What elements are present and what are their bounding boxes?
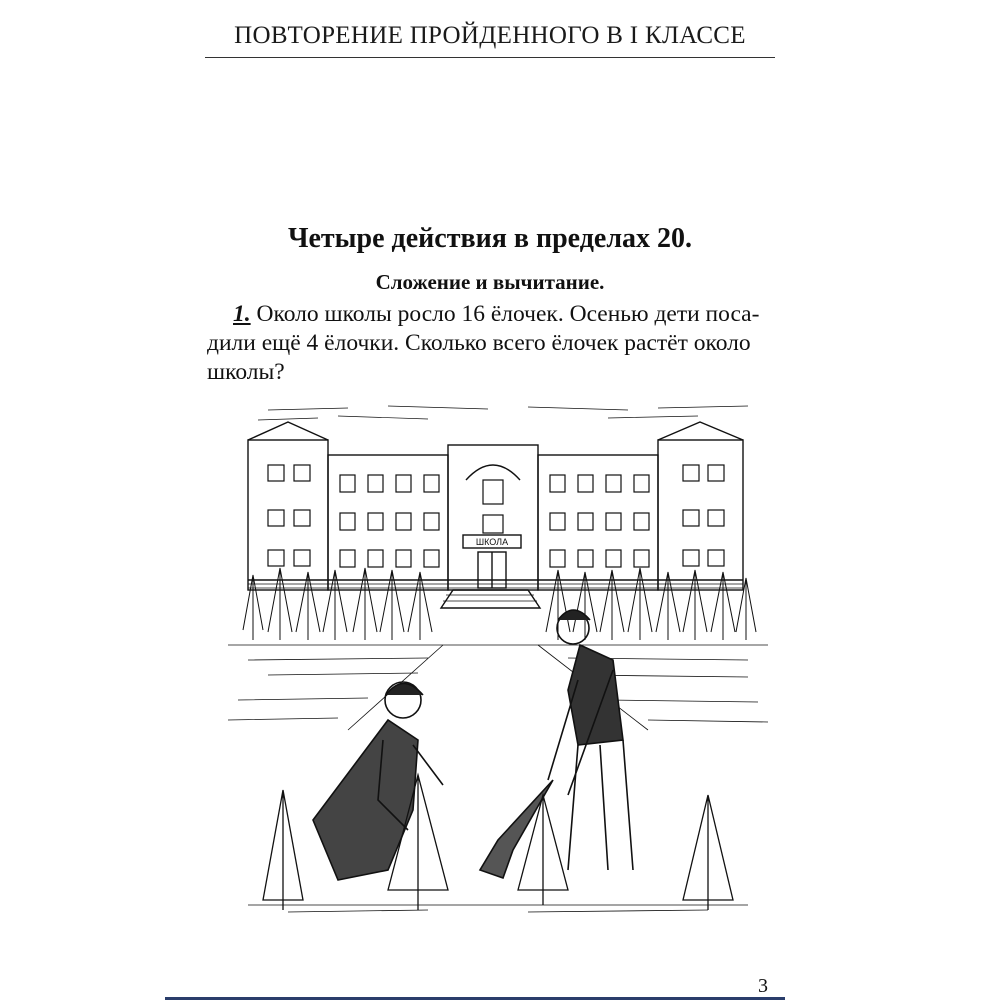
schoolyard-ground xyxy=(228,645,768,730)
school-sign: ШКОЛА xyxy=(475,537,509,547)
problem-line-2: дили ещё 4 ёлочки. Сколько всего ёлочек растёт около xyxy=(207,330,751,356)
tree-row xyxy=(243,568,756,640)
sky-hatching xyxy=(258,406,748,420)
school-building xyxy=(248,422,743,590)
problem-line-1 xyxy=(233,300,778,329)
subsection-title: Сложение и вычитание. xyxy=(375,270,605,294)
girl-figure xyxy=(313,682,443,880)
problem-line-3: школы? xyxy=(207,359,285,385)
boy-figure xyxy=(480,610,633,878)
problem-text-1: Около школы росло 16 ёлочек. Осенью дети поса- xyxy=(256,301,760,327)
problem-number: 1. xyxy=(233,301,251,327)
running-title: ПОВТОРЕНИЕ ПРОЙДЕННОГО В I КЛАССЕ xyxy=(234,22,746,49)
problem-1 xyxy=(207,300,778,387)
foreground-ground xyxy=(248,905,748,912)
school-entrance xyxy=(441,535,540,608)
section-title: Четыре действия в пределах 20. xyxy=(287,223,693,254)
header-rule xyxy=(205,57,775,58)
school-illustration xyxy=(228,400,768,920)
page-number: 3 xyxy=(758,975,768,997)
illustration-drawing xyxy=(228,400,768,920)
